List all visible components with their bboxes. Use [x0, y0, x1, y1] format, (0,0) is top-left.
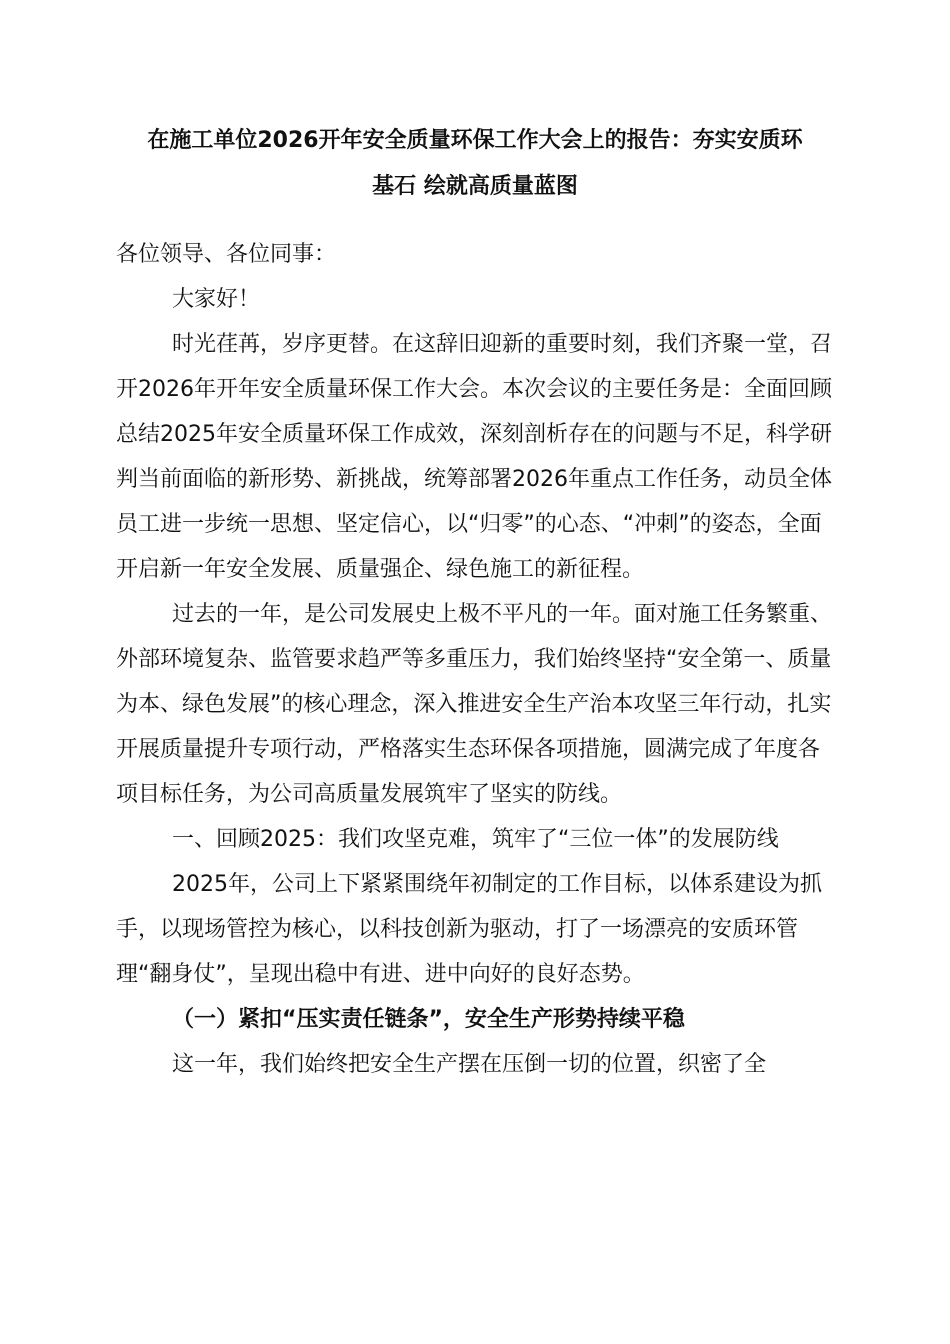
paragraph-safety: 这一年，我们始终把安全生产摆在压倒一切的位置，织密了全 [172, 1052, 767, 1077]
salutation: 各位领导、各位同事： [116, 242, 337, 267]
greeting: 大家好！ [172, 287, 261, 312]
title-line-2: 基石 绘就高质量蓝图 [372, 174, 578, 199]
title-line-1: 在施工单位2026开年安全质量环保工作大会上的报告：夯实安质环 [147, 128, 803, 153]
document-title [100, 118, 850, 210]
paragraph-2025-summary: 2025年，公司上下紧紧围绕年初制定的工作目标，以体系建设为抓手，以现场管控为核心，以科技创新为驱动，打了一场漂亮的安质环管理“翻身仗”，呈现出稳中有进、进中向好的良好态势。 [116, 872, 822, 987]
paragraph-opening: 时光荏苒，岁序更替。在这辞旧迎新的重要时刻，我们齐聚一堂，召开2026年开年安全质量环保工作大会。本次会议的主要任务是：全面回顾总结2025年安全质量环保工作成效，深刻剖析存在的问题与不足，科学研判当前面临的新形势、新挑战，统筹部署2026年重点工作任务，动员全体员工进一步统一思想、坚定信心，以“归零”的心态、“冲刺”的姿态，全面开启新一年安全发展、质量强企、绿色施工的新征程。 [116, 332, 833, 582]
document-body [116, 232, 840, 1087]
section-heading-1: 一、回顾2025：我们攻坚克难，筑牢了“三位一体”的发展防线 [172, 827, 779, 852]
subheading-1: （一）紧扣“压实责任链条”，安全生产形势持续平稳 [172, 1007, 685, 1032]
paragraph-review: 过去的一年，是公司发展史上极不平凡的一年。面对施工任务繁重、外部环境复杂、监管要求趋严等多重压力，我们始终坚持“安全第一、质量为本、绿色发展”的核心理念，深入推进安全生产治本攻坚三年行动，扎实开展质量提升专项行动，严格落实生态环保各项措施，圆满完成了年度各项目标任务，为公司高质量发展筑牢了坚实的防线。 [116, 602, 833, 807]
